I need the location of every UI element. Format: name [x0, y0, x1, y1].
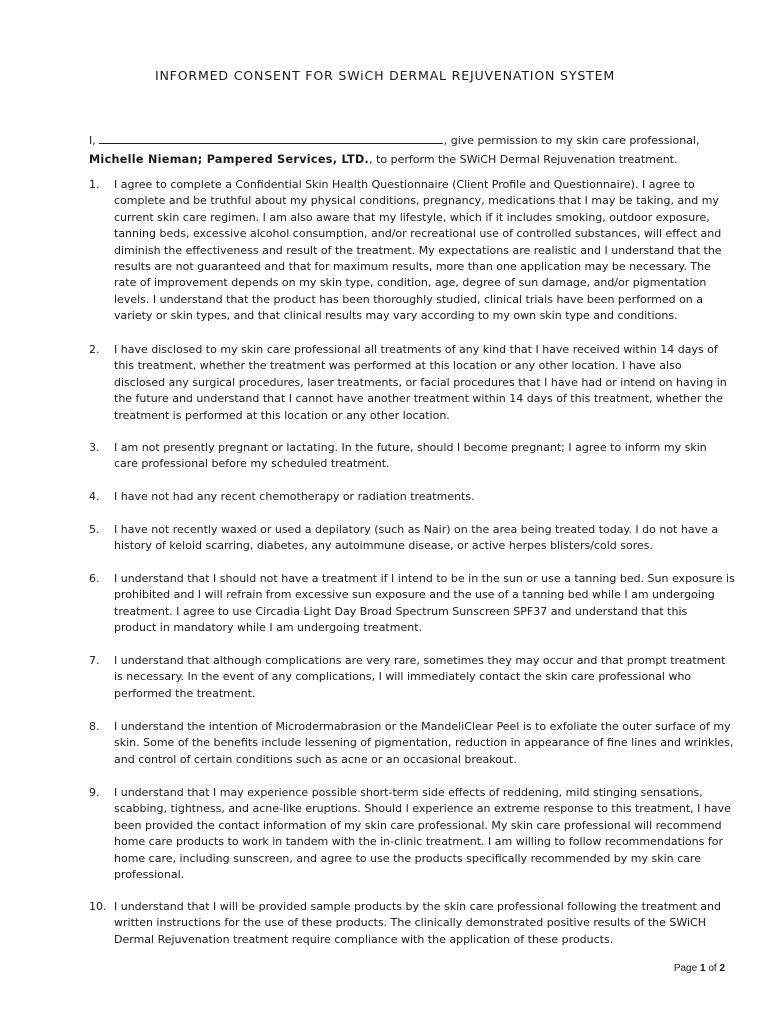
consent-item [89, 719, 734, 768]
consent-item-line: current skin care regimen. I am also aware that my lifestyle, which if it includes smoking, outdoor exposure, [114, 210, 710, 224]
page-footer [674, 963, 725, 974]
consent-item [89, 522, 729, 555]
consent-item-line: product in mandatory while I am undergoing treatment. [114, 621, 423, 635]
consent-item-line: the future and understand that I cannot have another treatment within 14 days of this treatment, whether the [114, 392, 723, 406]
intro-suffix: , to perform the SWiCH Dermal Rejuvenation treatment. [369, 153, 678, 166]
consent-item [89, 342, 729, 424]
document-title: INFORMED CONSENT FOR SWiCH DERMAL REJUVENATION SYSTEM [154, 68, 616, 83]
consent-item-line: I have not recently waxed or used a depilatory (such as Nair) on the area being treated today. I do not have a [114, 523, 719, 536]
consent-item-line: prohibited and I will refrain from excessive sun exposure and the use of a tanning bed while I am undergoing [114, 588, 715, 602]
consent-item-line: I am not presently pregnant or lactating. In the future, should I become pregnant; I agree to inform my skin [114, 441, 707, 454]
consent-item-line: scabbing, tightness, and acne-like eruptions. Should I experience an extreme response to this treatment, I have [114, 802, 731, 816]
consent-item-text [114, 899, 729, 948]
consent-item-line: diminish the effectiveness and result of the treatment. My expectations are realistic and I understand that the [114, 243, 722, 257]
footer-total-pages: 2 [719, 963, 725, 974]
consent-item-text [114, 440, 729, 473]
consent-item-number: 2. [89, 343, 100, 356]
consent-item [89, 489, 729, 505]
footer-current-page: 1 [699, 963, 706, 974]
consent-item-number: 6. [89, 572, 100, 585]
consent-item-line: skin. Some of the benefits include lessening of pigmentation, reduction in appearance of fine lines and wrinkles, [114, 736, 734, 750]
professional-name: Michelle Nieman; Pampered Services, LTD. [89, 153, 370, 166]
consent-item-line: I understand that although complications are very rare, sometimes they may occur and that prompt treatment [114, 654, 726, 667]
consent-item [89, 785, 729, 883]
consent-item-text [114, 342, 729, 424]
consent-item [89, 571, 735, 637]
consent-item-line: this treatment, whether the treatment was performed at this location or any other location. I have also [114, 359, 682, 373]
consent-item-line: I understand that I may experience possible short-term side effects of reddening, mild stinging sensations, [114, 786, 703, 799]
consent-item-text [114, 522, 729, 555]
consent-item [89, 653, 729, 702]
consent-item-line: levels. I understand that the product has been thoroughly studied, clinical trials have been performed on a [114, 292, 704, 306]
consent-item-number: 7. [89, 654, 100, 667]
consent-item-line: performed the treatment. [114, 686, 256, 700]
consent-item-line: home care products to work in tandem with the in-clinic treatment. I am willing to follow recommendations for [114, 835, 723, 849]
consent-item-text [114, 719, 734, 768]
consent-item-line: rate of improvement depends on my skin type, condition, age, degree of sun damage, and/or pigmentation [114, 276, 707, 290]
consent-item-line: I understand the intention of Microdermabrasion or the MandeliClear Peel is to exfoliate the outer surface of my [114, 720, 731, 733]
consent-item-line: been provided the contact information of my skin care professional. My skin care professional will recommend [114, 818, 722, 832]
consent-item-line: written instructions for the use of these products. The clinically demonstrated positive results of the SWiCH [114, 916, 707, 930]
consent-item-text [114, 571, 735, 637]
consent-item-line: and control of certain conditions such as acne or an occasional breakout. [114, 752, 517, 766]
consent-item-line: variety or skin types, and that clinical results may vary according to my own skin type and conditions. [114, 309, 678, 323]
consent-item-number: 8. [89, 720, 100, 733]
consent-item-text [114, 785, 729, 883]
consent-item-number: 3. [89, 441, 100, 454]
intro-after-blank: , give permission to my skin care professional, [443, 134, 700, 147]
consent-item-line: Dermal Rejuvenation treatment require compliance with the application of these products. [114, 932, 614, 946]
consent-item-text [114, 177, 729, 325]
consent-item-number: 9. [89, 786, 100, 799]
consent-item-line: I have not had any recent chemotherapy or radiation treatments. [114, 490, 475, 503]
consent-item-number: 5. [89, 523, 100, 536]
consent-item [89, 899, 729, 948]
consent-item-text [114, 489, 729, 505]
consent-item-line: tanning beds, excessive alcohol consumption, and/or recreational use of controlled substances, will effect and [114, 227, 722, 241]
consent-item [89, 440, 729, 473]
intro-prefix: I, [89, 134, 96, 147]
consent-item-line: I understand that I will be provided sample products by the skin care professional following the treatment and [114, 900, 722, 913]
consent-item-line: treatment is performed at this location or any other location. [114, 408, 450, 422]
consent-item-line: home care, including sunscreen, and agree to use the products specifically recommended by my skin care [114, 851, 701, 865]
consent-item-line: treatment. I agree to use Circadia Light Day Broad Spectrum Sunscreen SPF37 and understand that this [114, 604, 688, 618]
consent-item-number: 1. [89, 178, 100, 191]
consent-item-line: results are not guaranteed and that for maximum results, more than one application may be necessary. The [114, 260, 711, 274]
consent-item-line: I agree to complete a Confidential Skin Health Questionnaire (Client Profile and Questionnaire). I agree to [114, 178, 695, 191]
consent-item-line: care professional before my scheduled treatment. [114, 457, 390, 471]
consent-item-text [114, 653, 729, 702]
consent-item-line: history of keloid scarring, diabetes, any autoimmune disease, or active herpes blisters/cold sores. [114, 539, 653, 553]
consent-item-line: disclosed any surgical procedures, laser treatments, or facial procedures that I have had or intend on having in [114, 375, 727, 389]
consent-item-number: 4. [89, 490, 100, 503]
consent-item-line: I have disclosed to my skin care professional all treatments of any kind that I have received within 14 days of [114, 343, 718, 356]
footer-page-word: Page [673, 963, 698, 974]
consent-item-number: 10. [89, 900, 107, 913]
consent-item [89, 177, 729, 325]
consent-item-line: I understand that I should not have a treatment if I intend to be in the sun or use a tanning bed. Sun exposure is [114, 572, 735, 585]
footer-of-word: of [708, 963, 717, 974]
consent-item-line: professional. [114, 868, 185, 882]
consent-item-line: complete and be truthful about my physical conditions, pregnancy, medications that I may be taking, and my [114, 194, 719, 208]
consent-item-line: is necessary. In the event of any complications, I will immediately contact the skin care professional who [114, 670, 692, 684]
